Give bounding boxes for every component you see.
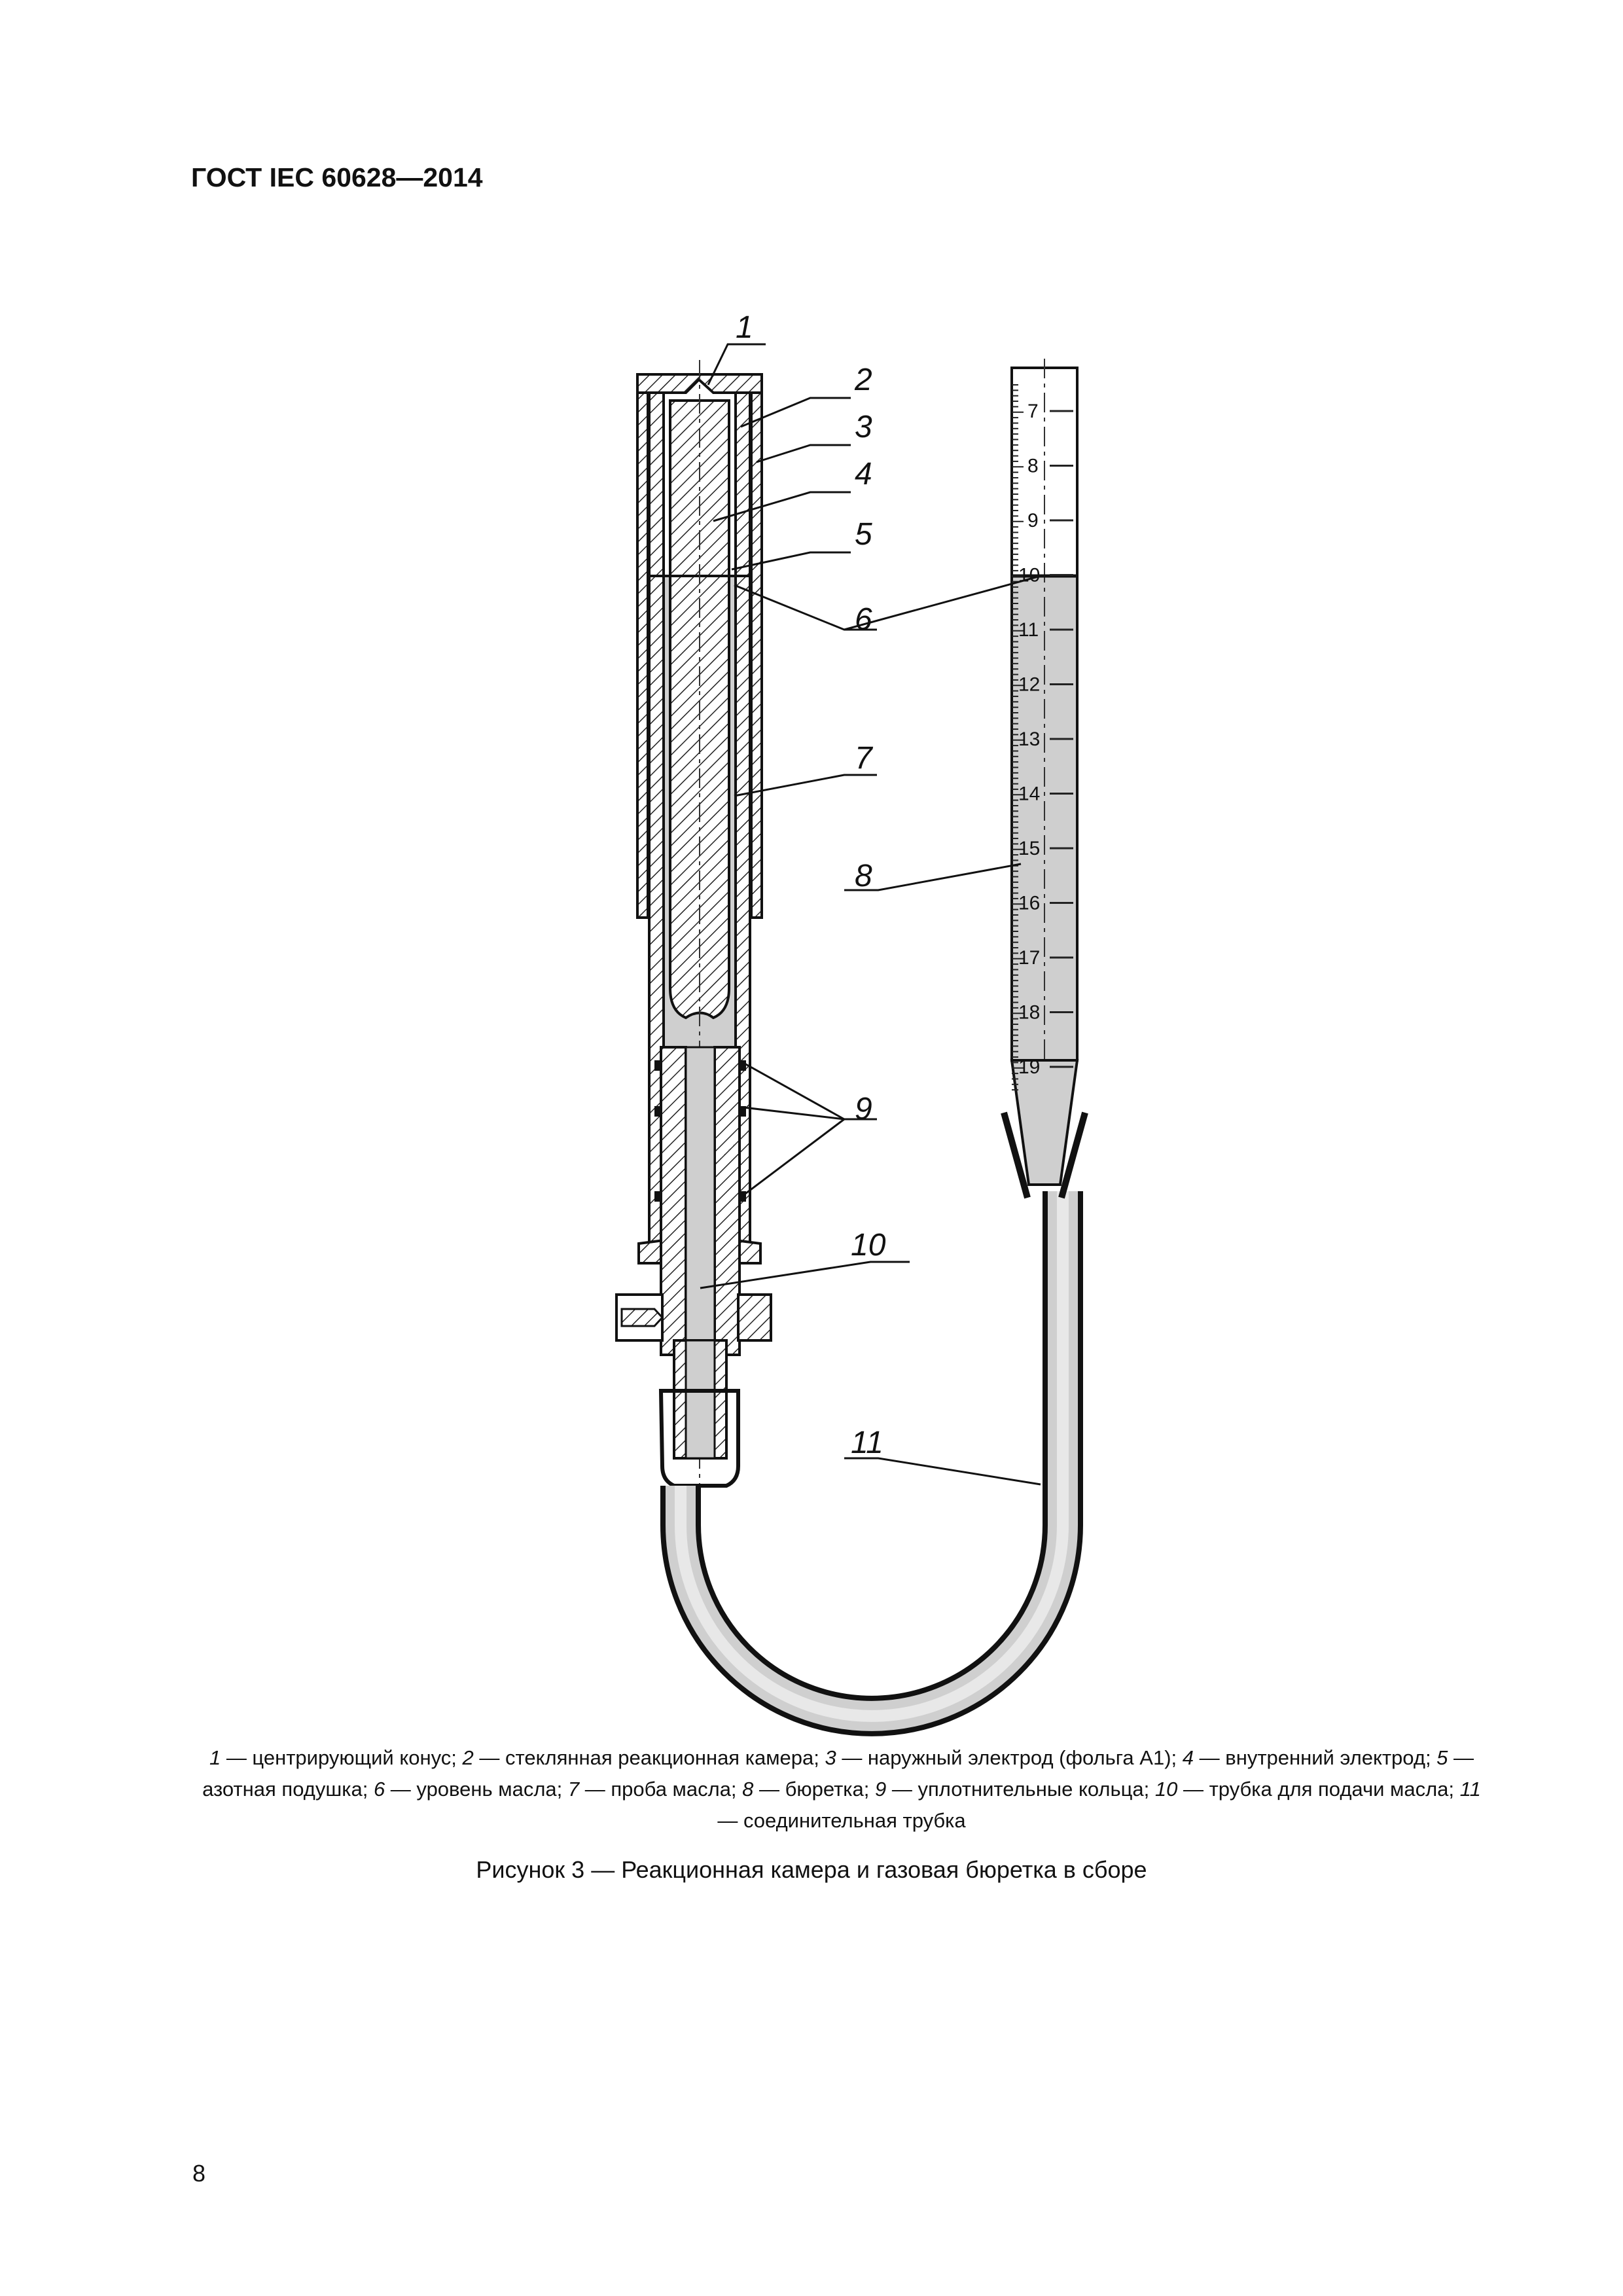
legend-number: 3 xyxy=(825,1746,836,1769)
legend-text: — стеклянная реакционная камера; xyxy=(473,1746,825,1769)
legend-number: 1 xyxy=(209,1746,221,1769)
scale-label: 8 xyxy=(1027,455,1039,477)
scale-label: 7 xyxy=(1027,401,1039,422)
legend-number: 9 xyxy=(875,1778,887,1801)
scale-label: 18 xyxy=(1018,1001,1041,1024)
callout-9: 9 xyxy=(855,1092,872,1126)
page-number: 8 xyxy=(192,2160,206,2187)
callout-11: 11 xyxy=(851,1426,883,1460)
document-header: ГОСТ IEC 60628—2014 xyxy=(191,162,483,192)
callout-2: 2 xyxy=(855,363,872,397)
legend-number: 8 xyxy=(742,1778,754,1801)
legend-text: — уровень масла; xyxy=(385,1778,568,1801)
scale-label: 15 xyxy=(1018,838,1041,859)
legend-text: — наружный электрод (фольга А1); xyxy=(836,1746,1183,1769)
callout-5: 5 xyxy=(855,517,872,552)
scale-label: 19 xyxy=(1018,1056,1041,1078)
scale-label: 9 xyxy=(1027,510,1039,531)
callout-8: 8 xyxy=(855,859,872,893)
figure-caption: Рисунок 3 — Реакционная камера и газовая бюретка в сборе xyxy=(476,1856,1147,1883)
callout-4: 4 xyxy=(855,457,872,492)
legend-text: — соединительная трубка xyxy=(717,1809,966,1832)
legend-text: — трубка для подачи масла; xyxy=(1177,1778,1460,1801)
scale-label: 11 xyxy=(1018,619,1039,641)
legend-number: 11 xyxy=(1459,1778,1481,1801)
legend-number: 6 xyxy=(373,1778,385,1801)
scale-label: 12 xyxy=(1018,673,1041,696)
callout-3: 3 xyxy=(855,410,872,444)
figure-legend xyxy=(194,1742,1489,1837)
scale-label: 10 xyxy=(1018,564,1041,586)
legend-text: — внутренний электрод; xyxy=(1194,1746,1437,1769)
legend-text: — азотная подушка; xyxy=(202,1746,1474,1801)
legend-text: — бюретка; xyxy=(753,1778,875,1801)
legend-number: 5 xyxy=(1436,1746,1448,1769)
legend-number: 10 xyxy=(1154,1778,1178,1801)
scale-label: 14 xyxy=(1018,783,1041,805)
scale-label: 13 xyxy=(1018,728,1041,750)
legend-text: — уплотнительные кольца; xyxy=(886,1778,1155,1801)
legend-number: 7 xyxy=(567,1778,580,1801)
gas-burette xyxy=(1004,359,1085,1198)
callout-6: 6 xyxy=(855,602,872,637)
reaction-chamber xyxy=(616,360,771,1505)
scale-label: 17 xyxy=(1018,947,1041,969)
scale-label: 16 xyxy=(1018,892,1041,914)
callout-1: 1 xyxy=(736,310,753,345)
legend-text: — центрирующий конус; xyxy=(221,1746,463,1769)
legend-text: — проба масла; xyxy=(579,1778,743,1801)
callout-10: 10 xyxy=(851,1228,886,1263)
callout-7: 7 xyxy=(855,741,872,776)
legend-number: 2 xyxy=(462,1746,474,1769)
legend-number: 4 xyxy=(1182,1746,1194,1769)
